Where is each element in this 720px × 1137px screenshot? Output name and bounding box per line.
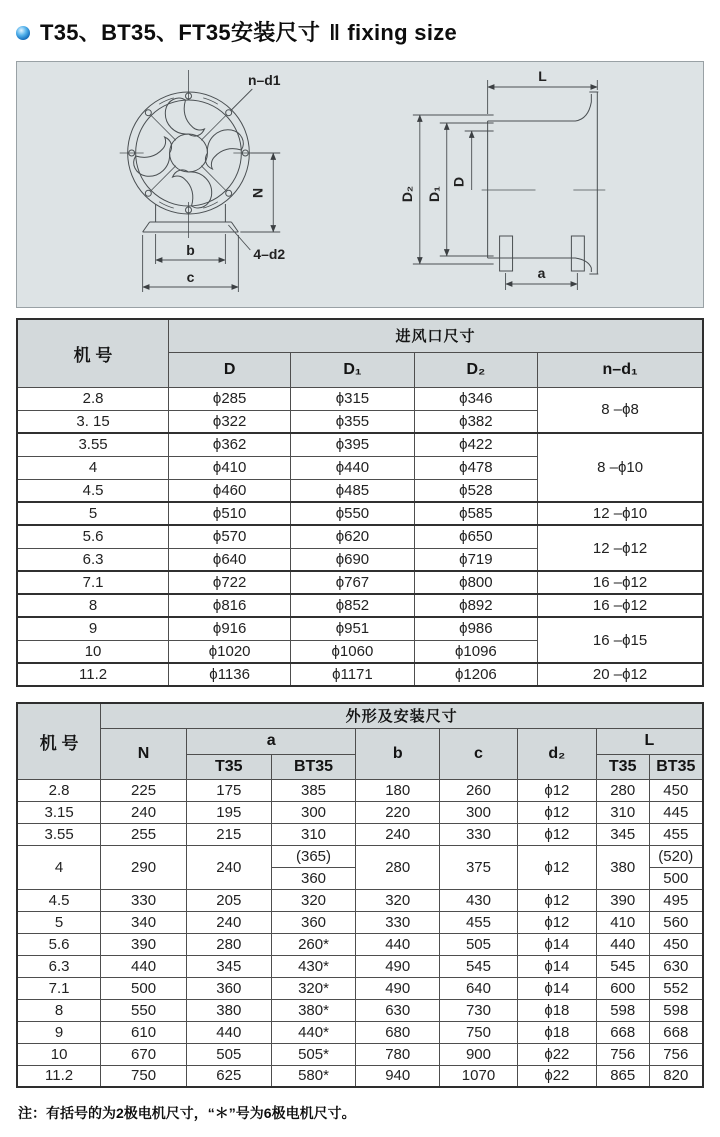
data-cell: ϕ410 (169, 456, 291, 479)
data-cell: 11.2 (17, 1065, 101, 1087)
data-cell: 300 (271, 801, 356, 823)
data-cell: 16 –ϕ12 (538, 594, 703, 617)
data-cell: 865 (596, 1065, 649, 1087)
header-cell: D₂ (414, 352, 537, 387)
data-cell: ϕ18 (517, 999, 596, 1021)
data-cell: 1070 (440, 1065, 518, 1087)
data-cell: (520) (649, 845, 703, 867)
data-cell: ϕ650 (414, 525, 537, 548)
data-cell: (365) (271, 845, 356, 867)
dim-label-a: a (537, 264, 546, 282)
data-cell: ϕ1171 (291, 663, 414, 686)
header-cell: a (186, 728, 355, 754)
data-cell: 6.3 (17, 548, 169, 571)
table-row (17, 911, 703, 933)
header-cell: L (596, 728, 703, 754)
foot-right (571, 236, 584, 271)
dim-label-l: L (538, 67, 547, 85)
dim-d1 (440, 123, 494, 256)
dim-label-4-d2: 4–d2 (253, 245, 286, 263)
data-cell: 750 (440, 1021, 518, 1043)
data-cell: 10 (17, 640, 169, 663)
data-cell: ϕ346 (414, 387, 537, 410)
data-cell: 440 (101, 955, 187, 977)
data-cell: ϕ362 (169, 433, 291, 456)
table-row (17, 387, 703, 410)
header-cell: T35 (596, 754, 649, 779)
data-cell: 500 (101, 977, 187, 999)
leader-4-d2 (228, 225, 250, 250)
data-cell: ϕ382 (414, 410, 537, 433)
table-row (17, 933, 703, 955)
data-cell: ϕ440 (291, 456, 414, 479)
data-cell: ϕ690 (291, 548, 414, 571)
header-cell: 机 号 (17, 319, 169, 387)
data-cell: 630 (356, 999, 440, 1021)
data-cell: 550 (101, 999, 187, 1021)
header-cell: D₁ (291, 352, 414, 387)
data-cell: 310 (271, 823, 356, 845)
data-cell: 320* (271, 977, 356, 999)
data-cell: ϕ640 (169, 548, 291, 571)
data-cell: ϕ478 (414, 456, 537, 479)
table-row (17, 525, 703, 548)
data-cell: 280 (596, 779, 649, 801)
data-cell: 290 (101, 845, 187, 889)
data-cell: 630 (649, 955, 703, 977)
data-cell: 345 (596, 823, 649, 845)
data-cell: ϕ986 (414, 617, 537, 640)
header-cell: d₂ (517, 728, 596, 779)
data-cell: 4.5 (17, 889, 101, 911)
data-cell: 3.55 (17, 433, 169, 456)
data-cell: 380* (271, 999, 356, 1021)
inlet-dimensions-table (16, 318, 704, 687)
page-title-row (16, 20, 704, 46)
header-cell: 进风口尺寸 (169, 319, 703, 352)
header-cell: D (169, 352, 291, 387)
data-cell: 180 (356, 779, 440, 801)
header-cell: BT35 (649, 754, 703, 779)
fan-side-view (413, 80, 605, 290)
data-cell: ϕ422 (414, 433, 537, 456)
data-cell: ϕ285 (169, 387, 291, 410)
dim-label-n: N (249, 187, 266, 199)
data-cell: 730 (440, 999, 518, 1021)
header-cell: BT35 (271, 754, 356, 779)
data-cell: 450 (649, 933, 703, 955)
header-cell: 外形及安装尺寸 (101, 703, 703, 728)
table-row (17, 955, 703, 977)
data-cell: 225 (101, 779, 187, 801)
data-cell: 4 (17, 845, 101, 889)
table-row (17, 1065, 703, 1087)
data-cell: 345 (186, 955, 271, 977)
data-cell: 490 (356, 977, 440, 999)
data-cell: ϕ14 (517, 977, 596, 999)
data-cell: 495 (649, 889, 703, 911)
data-cell: ϕ1136 (169, 663, 291, 686)
data-cell: 175 (186, 779, 271, 801)
foot-left (500, 236, 513, 271)
data-cell: 11.2 (17, 663, 169, 686)
data-cell: 490 (356, 955, 440, 977)
data-cell: 8 –ϕ10 (538, 433, 703, 502)
header-cell: c (440, 728, 518, 779)
mounting-dimensions-table (16, 702, 704, 1088)
data-cell: 440 (596, 933, 649, 955)
data-cell: 375 (440, 845, 518, 889)
data-cell: ϕ22 (517, 1043, 596, 1065)
data-cell: ϕ1206 (414, 663, 537, 686)
data-cell: 380 (186, 999, 271, 1021)
data-cell: 455 (649, 823, 703, 845)
data-cell: 455 (440, 911, 518, 933)
data-cell: 260 (440, 779, 518, 801)
data-cell: 360 (271, 911, 356, 933)
data-cell: 9 (17, 617, 169, 640)
data-cell: ϕ12 (517, 911, 596, 933)
header-cell: 机 号 (17, 703, 101, 779)
data-cell: 320 (356, 889, 440, 911)
table-row (17, 703, 703, 728)
data-cell: 430 (440, 889, 518, 911)
data-cell: ϕ12 (517, 889, 596, 911)
data-cell: 445 (649, 801, 703, 823)
data-cell: 390 (596, 889, 649, 911)
data-cell: 640 (440, 977, 518, 999)
data-cell: 255 (101, 823, 187, 845)
dim-label-d-dia: D (450, 176, 467, 188)
data-cell: 360 (271, 867, 356, 889)
data-cell: ϕ14 (517, 933, 596, 955)
data-cell: ϕ395 (291, 433, 414, 456)
footnote: 注：有括号的为2极电机尺寸，“＊”号为6极电机尺寸。 (18, 1105, 356, 1121)
table-row (17, 801, 703, 823)
data-cell: 410 (596, 911, 649, 933)
data-cell: 195 (186, 801, 271, 823)
data-cell: 756 (596, 1043, 649, 1065)
data-cell: 390 (101, 933, 187, 955)
data-cell: 240 (356, 823, 440, 845)
data-cell: 300 (440, 801, 518, 823)
table-row (17, 889, 703, 911)
data-cell: 580* (271, 1065, 356, 1087)
data-cell: 380 (596, 845, 649, 889)
data-cell: 560 (649, 911, 703, 933)
data-cell: 10 (17, 1043, 101, 1065)
page-title-zh: T35、BT35、FT35安装尺寸 (40, 20, 321, 45)
data-cell: ϕ800 (414, 571, 537, 594)
data-cell: ϕ12 (517, 801, 596, 823)
mounting-table-header (17, 703, 703, 779)
dim-label-c: c (186, 268, 195, 286)
data-cell: 5 (17, 911, 101, 933)
data-cell: ϕ1096 (414, 640, 537, 663)
header-cell: T35 (186, 754, 271, 779)
inlet-table-header (17, 319, 703, 387)
table-row (17, 823, 703, 845)
data-cell: 440 (356, 933, 440, 955)
fan-dimension-drawing (17, 62, 703, 307)
data-cell: 6.3 (17, 955, 101, 977)
data-cell: 2.8 (17, 387, 169, 410)
data-cell: 505 (440, 933, 518, 955)
data-cell: 2.8 (17, 779, 101, 801)
data-cell: 750 (101, 1065, 187, 1087)
header-cell: N (101, 728, 187, 779)
data-cell: ϕ12 (517, 823, 596, 845)
data-cell: ϕ816 (169, 594, 291, 617)
data-cell: 385 (271, 779, 356, 801)
data-cell: 5.6 (17, 933, 101, 955)
data-cell: ϕ510 (169, 502, 291, 525)
data-cell: ϕ12 (517, 845, 596, 889)
table-row (17, 728, 703, 754)
table-row (17, 571, 703, 594)
table-row (17, 663, 703, 686)
data-cell: ϕ719 (414, 548, 537, 571)
data-cell: 240 (101, 801, 187, 823)
data-cell: ϕ18 (517, 1021, 596, 1043)
data-cell: 5.6 (17, 525, 169, 548)
data-cell: ϕ528 (414, 479, 537, 502)
data-cell: 505* (271, 1043, 356, 1065)
bolt-holes (129, 93, 249, 213)
data-cell: 330 (356, 911, 440, 933)
data-cell: 240 (186, 911, 271, 933)
data-cell: 5 (17, 502, 169, 525)
data-cell: 598 (649, 999, 703, 1021)
data-cell: 670 (101, 1043, 187, 1065)
dim-label-d1-dia: D₁ (425, 186, 442, 202)
table-row (17, 845, 703, 867)
data-cell: ϕ951 (291, 617, 414, 640)
bullet-icon (16, 26, 30, 40)
data-cell: 330 (440, 823, 518, 845)
data-cell: 280 (356, 845, 440, 889)
data-cell: 756 (649, 1043, 703, 1065)
data-cell: 668 (596, 1021, 649, 1043)
data-cell: 9 (17, 1021, 101, 1043)
data-cell: ϕ852 (291, 594, 414, 617)
data-cell: 668 (649, 1021, 703, 1043)
data-cell: 4 (17, 456, 169, 479)
data-cell: 820 (649, 1065, 703, 1087)
data-cell: ϕ22 (517, 1065, 596, 1087)
data-cell: 552 (649, 977, 703, 999)
dimension-drawing-panel (16, 61, 704, 308)
data-cell: ϕ460 (169, 479, 291, 502)
page-title (40, 20, 457, 46)
data-cell: 610 (101, 1021, 187, 1043)
table-row (17, 433, 703, 456)
data-cell: ϕ722 (169, 571, 291, 594)
dim-label-n-d1: n–d1 (247, 71, 281, 89)
data-cell: 940 (356, 1065, 440, 1087)
data-cell: 3. 15 (17, 410, 169, 433)
header-cell: b (356, 728, 440, 779)
data-cell: 4.5 (17, 479, 169, 502)
data-cell: 310 (596, 801, 649, 823)
table-row (17, 999, 703, 1021)
dim-l (488, 80, 598, 114)
data-cell: 8 (17, 999, 101, 1021)
data-cell: 340 (101, 911, 187, 933)
data-cell: 545 (596, 955, 649, 977)
data-cell: 8 (17, 594, 169, 617)
data-cell: 440* (271, 1021, 356, 1043)
mounting-table-body (17, 779, 703, 1087)
inlet-table-body (17, 387, 703, 686)
table-row (17, 617, 703, 640)
dim-label-b: b (186, 241, 195, 259)
data-cell: 280 (186, 933, 271, 955)
data-cell: 330 (101, 889, 187, 911)
data-cell: 12 –ϕ12 (538, 525, 703, 571)
data-cell: 680 (356, 1021, 440, 1043)
table-row (17, 594, 703, 617)
data-cell: 500 (649, 867, 703, 889)
table-row (17, 1043, 703, 1065)
data-cell: 505 (186, 1043, 271, 1065)
data-cell: ϕ550 (291, 502, 414, 525)
data-cell: ϕ585 (414, 502, 537, 525)
table-row (17, 502, 703, 525)
data-cell: 320 (271, 889, 356, 911)
data-cell: ϕ12 (517, 779, 596, 801)
data-cell: 900 (440, 1043, 518, 1065)
data-cell: 20 –ϕ12 (538, 663, 703, 686)
table-row (17, 319, 703, 352)
title-separator: ‖ (329, 20, 341, 45)
data-cell: 205 (186, 889, 271, 911)
data-cell: 8 –ϕ8 (538, 387, 703, 433)
data-cell: 12 –ϕ10 (538, 502, 703, 525)
leader-n-d1 (231, 89, 252, 110)
data-cell: 3.15 (17, 801, 101, 823)
data-cell: 260* (271, 933, 356, 955)
data-cell: ϕ1020 (169, 640, 291, 663)
data-cell: ϕ767 (291, 571, 414, 594)
header-cell: n–d₁ (538, 352, 703, 387)
data-cell: 7.1 (17, 977, 101, 999)
data-cell: ϕ1060 (291, 640, 414, 663)
data-cell: 780 (356, 1043, 440, 1065)
data-cell: ϕ570 (169, 525, 291, 548)
data-cell: ϕ485 (291, 479, 414, 502)
data-cell: ϕ916 (169, 617, 291, 640)
data-cell: ϕ315 (291, 387, 414, 410)
data-cell: 7.1 (17, 571, 169, 594)
data-cell: 3.55 (17, 823, 101, 845)
data-cell: 360 (186, 977, 271, 999)
table-row (17, 779, 703, 801)
table-row (17, 1021, 703, 1043)
dim-label-d2-dia: D₂ (398, 185, 415, 203)
data-cell: 440 (186, 1021, 271, 1043)
data-cell: ϕ620 (291, 525, 414, 548)
data-cell: 240 (186, 845, 271, 889)
data-cell: 600 (596, 977, 649, 999)
data-cell: ϕ892 (414, 594, 537, 617)
page-title-en: fixing size (347, 20, 458, 45)
data-cell: ϕ14 (517, 955, 596, 977)
data-cell: 598 (596, 999, 649, 1021)
data-cell: 16 –ϕ15 (538, 617, 703, 663)
dim-d (465, 131, 494, 190)
data-cell: 16 –ϕ12 (538, 571, 703, 594)
data-cell: 450 (649, 779, 703, 801)
data-cell: 625 (186, 1065, 271, 1087)
data-cell: 430* (271, 955, 356, 977)
data-cell: 215 (186, 823, 271, 845)
data-cell: ϕ322 (169, 410, 291, 433)
data-cell: 220 (356, 801, 440, 823)
data-cell: 545 (440, 955, 518, 977)
data-cell: ϕ355 (291, 410, 414, 433)
table-row (17, 977, 703, 999)
